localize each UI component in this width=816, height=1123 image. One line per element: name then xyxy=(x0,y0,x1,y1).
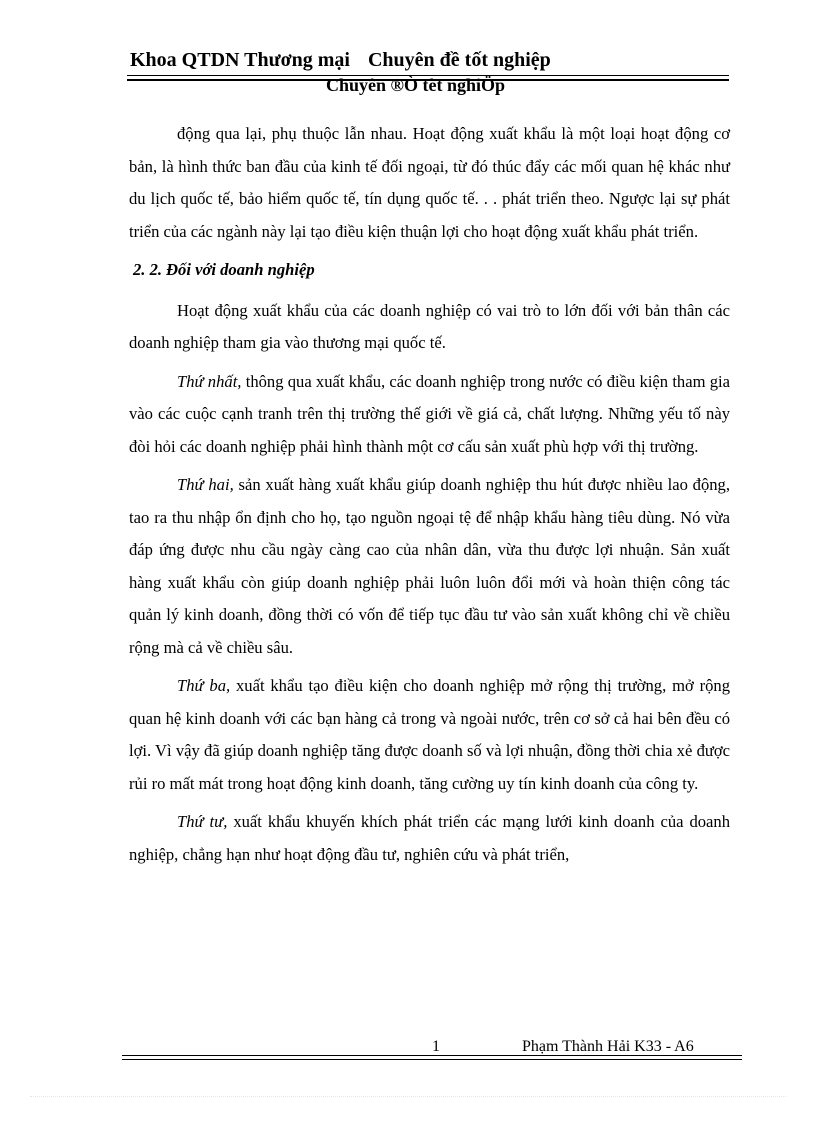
paragraph-third-text: xuất khẩu tạo điều kiện cho doanh nghiệp mở rộng thị trường, mở rộng quan hệ kinh doanh với các bạn hàng cả trong và ngoài nước, trên cơ sở cả hai bên đều có lợi. Vì vậy đã giúp doanh nghiệp tăng được doanh số và lợi nhuận, đồng thời chia xẻ được rủi ro mất mát trong hoạt động kinh doanh, tăng cường uy tín kinh doanh của công ty. xyxy=(129,676,730,793)
paragraph-fourth-lead: Thứ tư, xyxy=(177,812,228,831)
paragraph-first-text: thông qua xuất khẩu, các doanh nghiệp trong nước có điều kiện tham gia vào các cuộc cạnh tranh trên thị trường thế giới về giá cả, chất lượng. Những yếu tố này đòi hỏi các doanh nghiệp phải hình thành một cơ cấu sản xuất phù hợp với thị trường. xyxy=(129,371,731,456)
paragraph-second-text: sản xuất hàng xuất khẩu giúp doanh nghiệp thu hút được nhiều lao động, tao ra thu nhập ổn định cho họ, tạo nguồn ngoại tệ để nhập khẩu hàng tiêu dùng. Nó vừa đáp ứng được nhu cầu ngày càng cao của nhân dân, vừa thu được lợi nhuận. Sản xuất hàng xuất khẩu còn giúp doanh nghiệp phải luôn luôn đổi mới và hoàn thiện công tác quản lý kinh doanh, đồng thời có vốn để tiếp tục đầu tư vào sản xuất không chỉ về chiều rộng mà cả về chiều sâu. xyxy=(129,475,730,657)
paragraph-fourth-text: xuất khẩu khuyến khích phát triển các mạng lưới kinh doanh của doanh nghiệp, chẳng hạn như hoạt động đầu tư, nghiên cứu và phát triển, xyxy=(129,812,730,864)
paragraph-first xyxy=(129,366,730,464)
footer-author: Phạm Thành Hải K33 - A6 xyxy=(522,1038,694,1055)
section-heading xyxy=(129,254,730,287)
header-garbled-subtitle: Chuyên ®Ò tèt nghiÖp xyxy=(326,75,505,95)
paragraph-second xyxy=(129,469,730,664)
paragraph-continuation: động qua lại, phụ thuộc lẫn nhau. Hoạt động xuất khẩu là một loại hoạt động cơ bản, là hình thức ban đầu của kinh tế đối ngoại, từ đó thúc đẩy các mối quan hệ khác như du lịch quốc tế, bảo hiểm quốc tế, tín dụng quốc tế. . . phát triển theo. Ngược lại sự phát triển của các ngành này lại tạo điều kiện thuận lợi cho hoạt động xuất khẩu phát triển. xyxy=(129,124,730,241)
paragraph-fourth xyxy=(129,806,730,871)
header-faculty-title xyxy=(130,49,551,72)
footer-page-number: 1 xyxy=(432,1038,440,1055)
paragraph-intro: Hoạt động xuất khẩu của các doanh nghiệp có vai trò to lớn đối với bản thân các doanh nghiệp tham gia vào thương mại quốc tế. xyxy=(129,300,730,352)
section-number: 2. 2. xyxy=(133,260,163,279)
paragraph-third xyxy=(129,670,730,800)
page-bottom-dotted-line xyxy=(30,1096,786,1097)
header-report-title: Chuyên đề tốt nghiệp xyxy=(367,49,551,71)
header-faculty: Khoa QTDN Thương mại xyxy=(130,49,350,71)
section-title: Đối với doanh nghiệp xyxy=(166,260,315,279)
paragraph-second-lead: Thứ hai, xyxy=(177,475,234,494)
paragraph-first-lead: Thứ nhất, xyxy=(177,371,242,391)
paragraph-third-lead: Thứ ba, xyxy=(177,676,231,695)
footer-rule-top xyxy=(122,1055,742,1056)
document-body xyxy=(129,118,730,877)
footer-rule-bottom xyxy=(122,1059,742,1060)
